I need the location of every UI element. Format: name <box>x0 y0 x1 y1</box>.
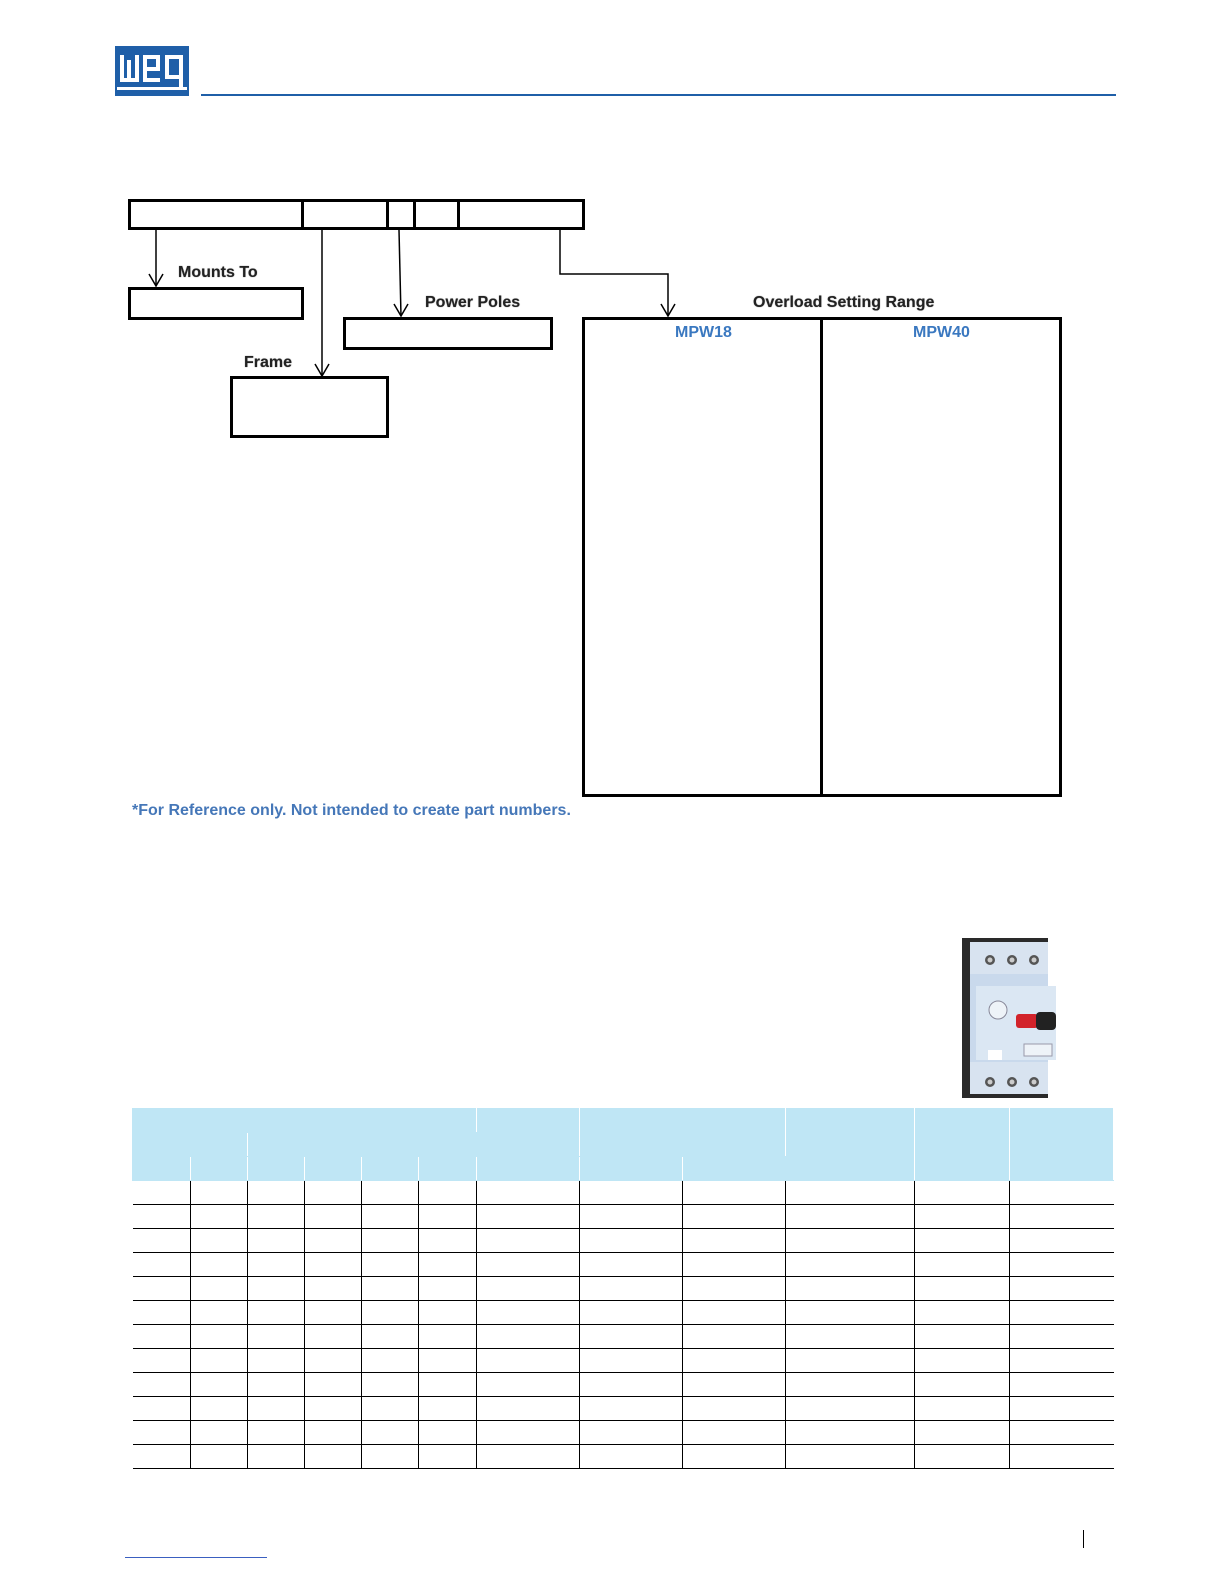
table-cell <box>1010 1325 1114 1349</box>
table-cell <box>133 1373 191 1397</box>
table-cell <box>362 1277 419 1301</box>
footer-link[interactable] <box>125 1557 267 1558</box>
table-cell <box>133 1301 191 1325</box>
table-cell <box>477 1229 580 1253</box>
table-cell <box>915 1205 1010 1229</box>
table-cell <box>305 1253 362 1277</box>
table-cell <box>915 1373 1010 1397</box>
table-cell <box>786 1445 915 1469</box>
table-cell <box>305 1373 362 1397</box>
table-cell <box>683 1181 786 1205</box>
table-cell <box>683 1421 786 1445</box>
table-cell <box>362 1229 419 1253</box>
table-header-cell <box>580 1109 786 1157</box>
table-cell <box>248 1349 305 1373</box>
mpw40-column-heading: MPW40 <box>913 324 970 341</box>
table-header-cell <box>133 1157 191 1181</box>
table-cell <box>191 1421 248 1445</box>
table-cell <box>419 1397 477 1421</box>
table-cell <box>362 1325 419 1349</box>
table-cell <box>133 1253 191 1277</box>
table-cell <box>477 1301 580 1325</box>
table-row <box>133 1229 1114 1253</box>
table-row <box>133 1253 1114 1277</box>
table-cell <box>1010 1397 1114 1421</box>
table-header-cell <box>786 1109 915 1181</box>
table-cell <box>477 1349 580 1373</box>
table-cell <box>419 1349 477 1373</box>
table-cell <box>1010 1301 1114 1325</box>
reference-note: *For Reference only. Not intended to create part numbers. <box>132 802 571 819</box>
table-header-cell <box>248 1133 477 1157</box>
overload-divider <box>820 317 823 797</box>
table-row <box>133 1325 1114 1349</box>
table-cell <box>305 1229 362 1253</box>
table-cell <box>786 1325 915 1349</box>
table-cell <box>915 1325 1010 1349</box>
table-cell <box>191 1325 248 1349</box>
table-cell <box>305 1421 362 1445</box>
table-cell <box>191 1349 248 1373</box>
table-cell <box>133 1397 191 1421</box>
specification-table <box>132 1108 1114 1469</box>
table-cell <box>191 1445 248 1469</box>
table-cell <box>133 1277 191 1301</box>
table-header-cell <box>477 1157 580 1181</box>
table-cell <box>362 1397 419 1421</box>
table-cell <box>477 1421 580 1445</box>
table-cell <box>786 1277 915 1301</box>
mounts-to-box <box>128 287 304 320</box>
table-cell <box>786 1301 915 1325</box>
table-cell <box>477 1277 580 1301</box>
table-row <box>133 1421 1114 1445</box>
table-cell <box>419 1325 477 1349</box>
table-cell <box>683 1277 786 1301</box>
table-cell <box>580 1229 683 1253</box>
table-header-cell <box>915 1109 1010 1181</box>
table-header-cell <box>1010 1109 1114 1181</box>
table-cell <box>683 1229 786 1253</box>
table-cell <box>580 1181 683 1205</box>
table-cell <box>683 1301 786 1325</box>
table-cell <box>580 1277 683 1301</box>
table-cell <box>477 1205 580 1229</box>
table-cell <box>191 1205 248 1229</box>
table-cell <box>580 1421 683 1445</box>
table-cell <box>477 1445 580 1469</box>
table-cell <box>477 1181 580 1205</box>
table-cell <box>133 1325 191 1349</box>
table-cell <box>915 1181 1010 1205</box>
table-cell <box>915 1229 1010 1253</box>
power-poles-label: Power Poles <box>425 294 521 311</box>
table-cell <box>1010 1205 1114 1229</box>
table-cell <box>580 1253 683 1277</box>
table-cell <box>191 1253 248 1277</box>
table-cell <box>305 1397 362 1421</box>
table-cell <box>305 1181 362 1205</box>
table-cell <box>915 1445 1010 1469</box>
table-cell <box>786 1349 915 1373</box>
table-cell <box>786 1373 915 1397</box>
table-header-cell <box>419 1157 477 1181</box>
mounts-to-label: Mounts To <box>178 264 258 281</box>
table-body <box>133 1181 1114 1469</box>
table-cell <box>305 1445 362 1469</box>
table-cell <box>580 1373 683 1397</box>
table-row <box>133 1301 1114 1325</box>
table-header-cell <box>580 1157 683 1181</box>
table-cell <box>248 1253 305 1277</box>
table-cell <box>477 1325 580 1349</box>
table-cell <box>419 1445 477 1469</box>
table-header-cell <box>362 1157 419 1181</box>
table-cell <box>915 1253 1010 1277</box>
table-cell <box>1010 1373 1114 1397</box>
table-cell <box>1010 1349 1114 1373</box>
table-header-cell <box>683 1157 786 1181</box>
table-cell <box>362 1373 419 1397</box>
table-header-cell <box>248 1157 305 1181</box>
table-cell <box>133 1445 191 1469</box>
table-cell <box>419 1277 477 1301</box>
table-cell <box>191 1301 248 1325</box>
table-row <box>133 1349 1114 1373</box>
table-cell <box>683 1205 786 1229</box>
table-cell <box>477 1253 580 1277</box>
table-cell <box>419 1301 477 1325</box>
table-header-cell <box>305 1157 362 1181</box>
table-cell <box>580 1397 683 1421</box>
table-cell <box>786 1181 915 1205</box>
table-cell <box>133 1421 191 1445</box>
table-row <box>133 1397 1114 1421</box>
table-row <box>133 1373 1114 1397</box>
table-cell <box>1010 1445 1114 1469</box>
table-cell <box>362 1181 419 1205</box>
table-cell <box>191 1397 248 1421</box>
table-cell <box>683 1445 786 1469</box>
table-header-cell <box>191 1157 248 1181</box>
table-cell <box>191 1229 248 1253</box>
table-cell <box>786 1253 915 1277</box>
table-cell <box>1010 1229 1114 1253</box>
frame-box <box>230 376 389 438</box>
page-number-separator <box>1083 1530 1084 1548</box>
table-cell <box>133 1349 191 1373</box>
table-cell <box>248 1277 305 1301</box>
table-cell <box>133 1229 191 1253</box>
table-cell <box>915 1277 1010 1301</box>
table-cell <box>248 1301 305 1325</box>
table-cell <box>248 1397 305 1421</box>
table-cell <box>305 1301 362 1325</box>
table-cell <box>248 1205 305 1229</box>
table-header-cell <box>133 1133 248 1157</box>
power-poles-box <box>343 317 553 350</box>
table-cell <box>419 1421 477 1445</box>
table-cell <box>362 1445 419 1469</box>
table-cell <box>305 1277 362 1301</box>
table-cell <box>683 1349 786 1373</box>
table-cell <box>419 1253 477 1277</box>
table-cell <box>362 1253 419 1277</box>
table-cell <box>419 1205 477 1229</box>
table-row <box>133 1277 1114 1301</box>
table-row <box>133 1445 1114 1469</box>
table-cell <box>362 1301 419 1325</box>
table-cell <box>580 1445 683 1469</box>
table-cell <box>786 1229 915 1253</box>
table-cell <box>248 1445 305 1469</box>
table-cell <box>477 1397 580 1421</box>
table-cell <box>683 1253 786 1277</box>
table-cell <box>683 1325 786 1349</box>
table-cell <box>191 1373 248 1397</box>
table-cell <box>191 1277 248 1301</box>
table-cell <box>786 1397 915 1421</box>
frame-label: Frame <box>244 354 293 371</box>
overload-setting-range-label: Overload Setting Range <box>753 294 935 311</box>
table-cell <box>683 1397 786 1421</box>
table-cell <box>419 1373 477 1397</box>
table-cell <box>915 1397 1010 1421</box>
table-cell <box>133 1181 191 1205</box>
table-cell <box>248 1373 305 1397</box>
table-cell <box>580 1325 683 1349</box>
table-cell <box>915 1301 1010 1325</box>
table-header-cell <box>477 1109 580 1157</box>
table-cell <box>248 1181 305 1205</box>
mpw18-column-heading: MPW18 <box>675 324 732 341</box>
table-cell <box>477 1373 580 1397</box>
table-cell <box>305 1349 362 1373</box>
table-cell <box>915 1349 1010 1373</box>
table-cell <box>1010 1253 1114 1277</box>
table-cell <box>915 1421 1010 1445</box>
table-cell <box>362 1349 419 1373</box>
table-cell <box>419 1181 477 1205</box>
table-header-cell <box>133 1109 477 1133</box>
table-cell <box>133 1205 191 1229</box>
table-cell <box>191 1181 248 1205</box>
table-cell <box>248 1421 305 1445</box>
table-cell <box>419 1229 477 1253</box>
table-cell <box>362 1421 419 1445</box>
table-cell <box>1010 1277 1114 1301</box>
table-cell <box>786 1205 915 1229</box>
table-cell <box>248 1325 305 1349</box>
table-cell <box>683 1373 786 1397</box>
table-row <box>133 1181 1114 1205</box>
table-cell <box>580 1349 683 1373</box>
table-cell <box>580 1301 683 1325</box>
table-cell <box>786 1421 915 1445</box>
motor-protector-image <box>948 934 1060 1104</box>
table-cell <box>1010 1421 1114 1445</box>
table-cell <box>580 1205 683 1229</box>
table-row <box>133 1205 1114 1229</box>
table-cell <box>1010 1181 1114 1205</box>
table-cell <box>305 1325 362 1349</box>
table-cell <box>362 1205 419 1229</box>
table-cell <box>305 1205 362 1229</box>
table-cell <box>248 1229 305 1253</box>
